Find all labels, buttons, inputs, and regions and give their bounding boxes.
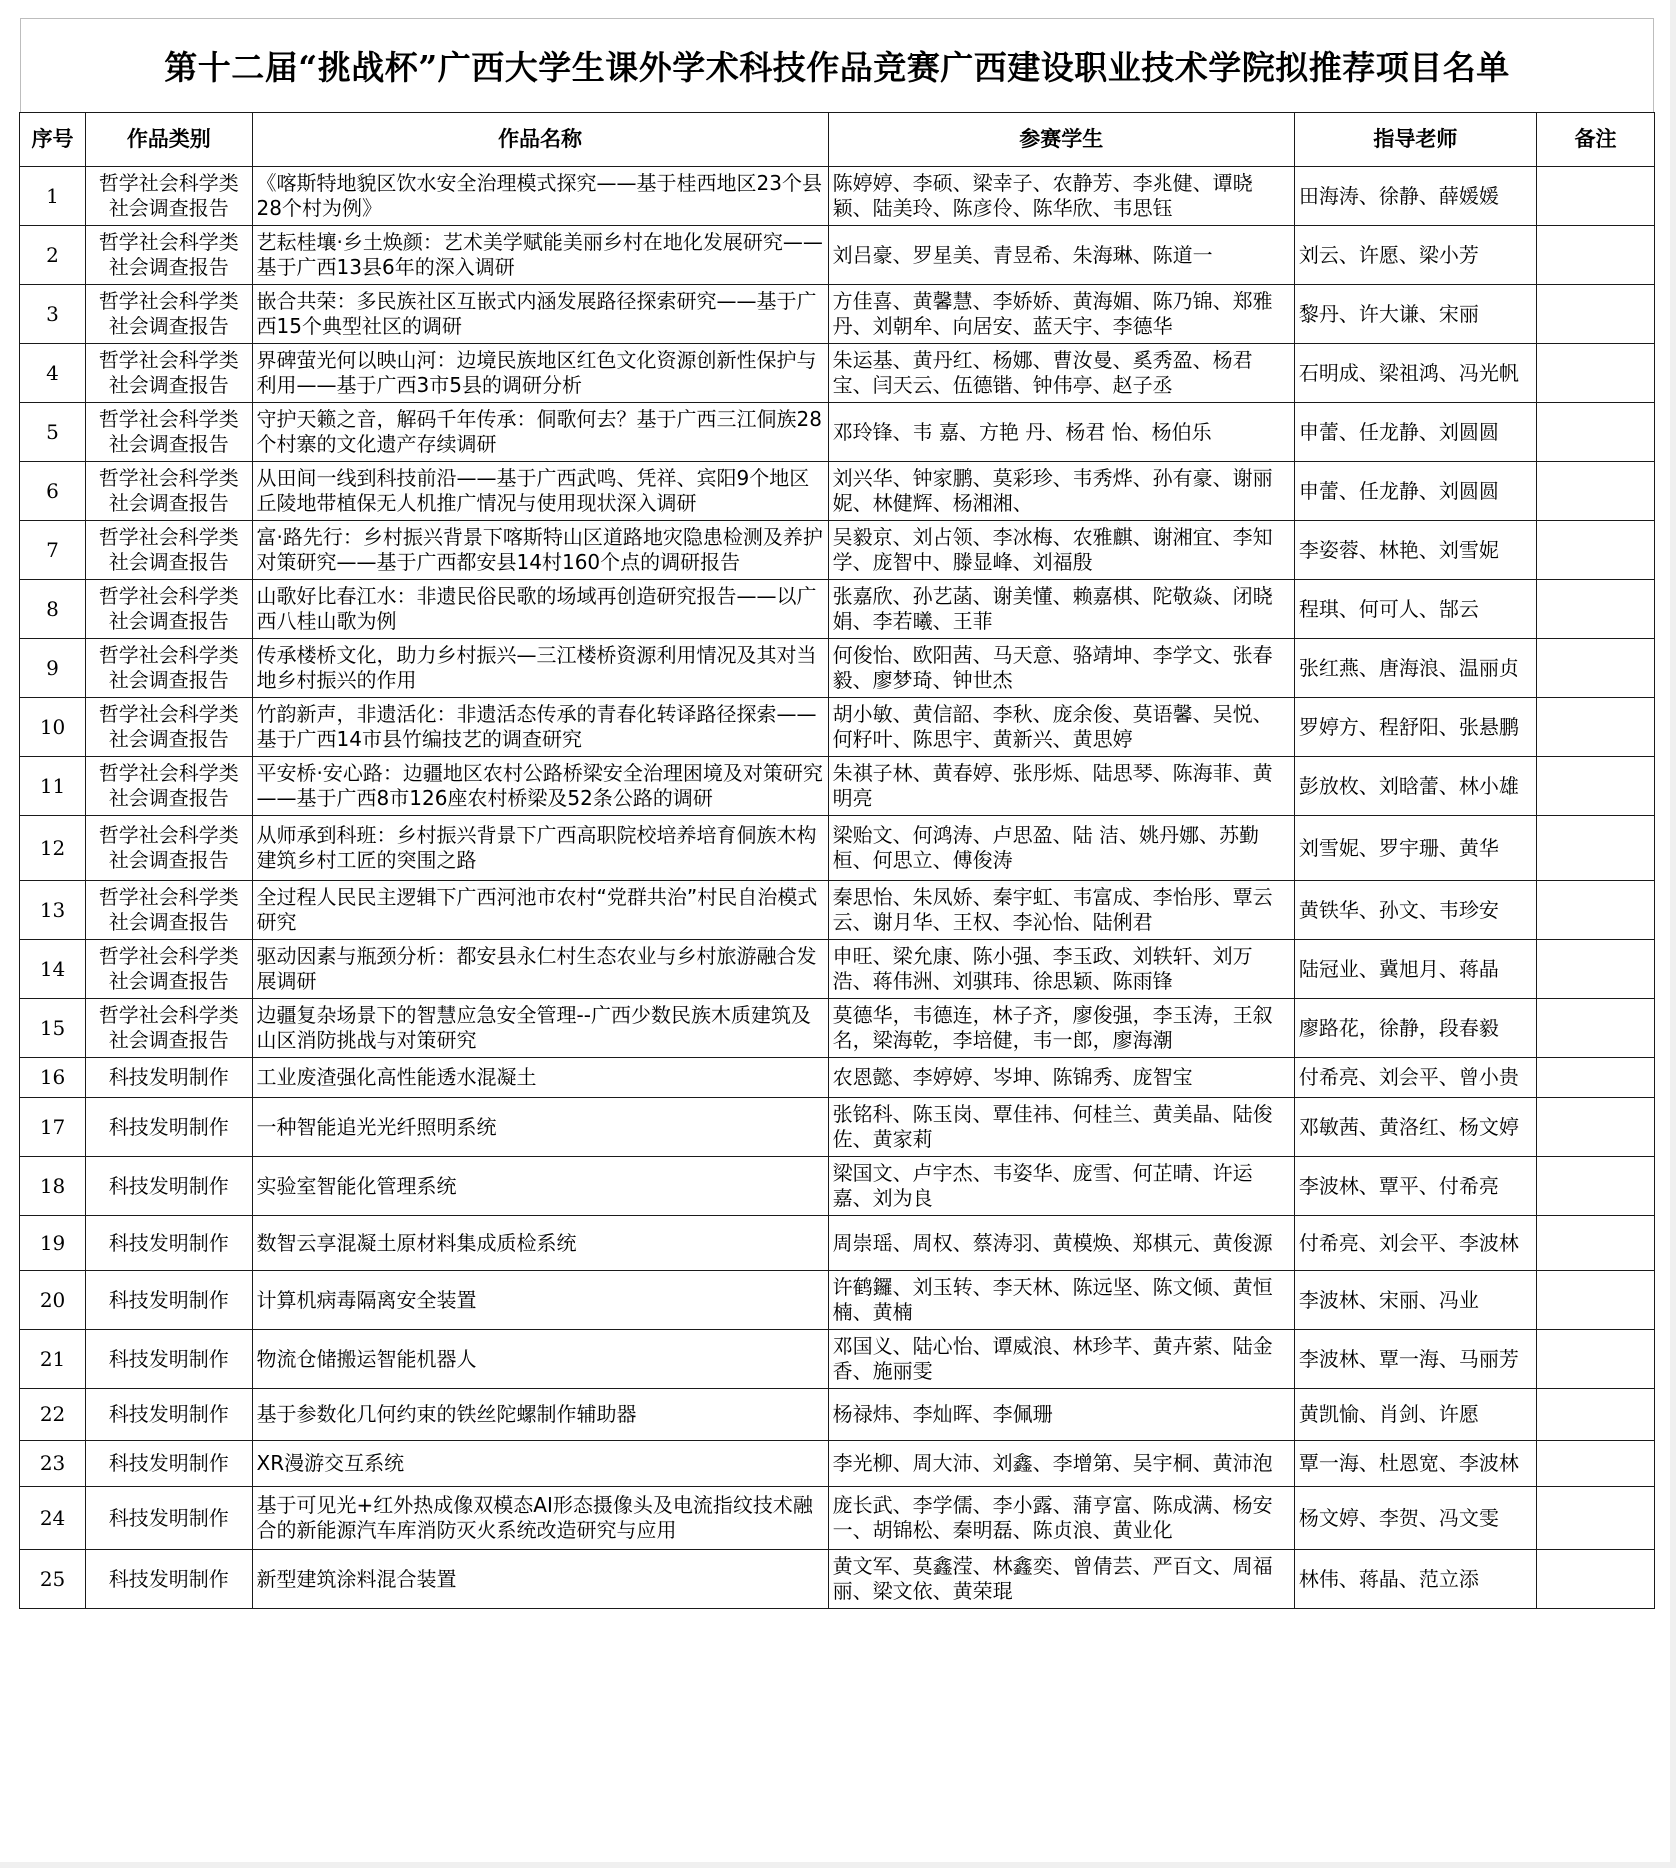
row-teachers: 罗婷方、程舒阳、张悬鹏 [1294,698,1536,757]
row-category: 科技发明制作 [86,1550,252,1609]
row-number: 8 [20,580,86,639]
row-teachers: 杨文婷、李贺、冯文雯 [1294,1487,1536,1550]
row-students: 梁国文、卢宇杰、韦姿华、庞雪、何芷晴、许运嘉、刘为良 [828,1157,1294,1216]
row-category: 哲学社会科学类社会调查报告 [86,167,252,226]
header-remarks: 备注 [1536,113,1654,167]
row-number: 20 [20,1271,86,1330]
table-row [20,816,1655,881]
row-category: 哲学社会科学类社会调查报告 [86,757,252,816]
row-students: 朱运基、黄丹红、杨娜、曹汝曼、奚秀盈、杨君宝、闫天云、伍德锴、钟伟亭、赵子丞 [828,344,1294,403]
table-body [20,167,1655,1609]
page-edge [1670,0,1676,1868]
row-category: 哲学社会科学类社会调查报告 [86,462,252,521]
row-category: 哲学社会科学类社会调查报告 [86,226,252,285]
table-row [20,285,1655,344]
table-header-row [20,113,1655,167]
row-project-name: 新型建筑涂料混合装置 [252,1550,828,1609]
row-teachers: 邓敏茜、黄洛红、杨文婷 [1294,1098,1536,1157]
row-number: 2 [20,226,86,285]
row-number: 17 [20,1098,86,1157]
row-category: 哲学社会科学类社会调查报告 [86,999,252,1058]
row-project-name: XR漫游交互系统 [252,1441,828,1487]
row-remarks [1536,816,1654,881]
row-project-name: 实验室智能化管理系统 [252,1157,828,1216]
row-remarks [1536,521,1654,580]
header-teachers: 指导老师 [1294,113,1536,167]
row-remarks [1536,1098,1654,1157]
row-category: 科技发明制作 [86,1487,252,1550]
row-teachers: 廖路花，徐静，段春毅 [1294,999,1536,1058]
row-teachers: 申蕾、任龙静、刘圆圆 [1294,462,1536,521]
table-row [20,1441,1655,1487]
row-category: 哲学社会科学类社会调查报告 [86,580,252,639]
row-project-name: 数智云享混凝土原材料集成质检系统 [252,1216,828,1271]
row-teachers: 李波林、覃平、付希亮 [1294,1157,1536,1216]
row-students: 黄文军、莫鑫滢、林鑫奕、曾倩芸、严百文、周福丽、梁文依、黄荣琨 [828,1550,1294,1609]
row-project-name: 界碑萤光何以映山河：边境民族地区红色文化资源创新性保护与利用——基于广西3市5县的调研分析 [252,344,828,403]
row-project-name: 平安桥·安心路：边疆地区农村公路桥梁安全治理困境及对策研究——基于广西8市126座农村桥梁及52条公路的调研 [252,757,828,816]
table-row [20,999,1655,1058]
row-students: 何俊怡、欧阳茜、马天意、骆靖坤、李学文、张春毅、廖梦琦、钟世杰 [828,639,1294,698]
row-number: 10 [20,698,86,757]
header-name: 作品名称 [252,113,828,167]
row-number: 4 [20,344,86,403]
row-project-name: 计算机病毒隔离安全装置 [252,1271,828,1330]
row-remarks [1536,1271,1654,1330]
row-students: 刘吕豪、罗星美、青昱希、朱海琳、陈道一 [828,226,1294,285]
row-remarks [1536,1157,1654,1216]
table-row [20,1058,1655,1098]
row-remarks [1536,167,1654,226]
row-remarks [1536,1487,1654,1550]
row-project-name: 从田间一线到科技前沿——基于广西武鸣、凭祥、宾阳9个地区丘陵地带植保无人机推广情况与使用现状深入调研 [252,462,828,521]
row-category: 科技发明制作 [86,1058,252,1098]
table-row [20,940,1655,999]
document-title: 第十二届“挑战杯”广西大学生课外学术科技作品竞赛广西建设职业技术学院拟推荐项目名单 [20,18,1654,112]
table-row [20,698,1655,757]
row-remarks [1536,1550,1654,1609]
header-students: 参赛学生 [828,113,1294,167]
row-remarks [1536,757,1654,816]
row-number: 25 [20,1550,86,1609]
row-remarks [1536,1389,1654,1441]
row-category: 哲学社会科学类社会调查报告 [86,639,252,698]
row-remarks [1536,1216,1654,1271]
row-project-name: 《喀斯特地貌区饮水安全治理模式探究——基于桂西地区23个县28个村为例》 [252,167,828,226]
row-students: 邓国义、陆心怡、谭威浪、林珍芊、黄卉萦、陆金香、施丽雯 [828,1330,1294,1389]
row-students: 李光柳、周大沛、刘鑫、李增第、吴宇桐、黄沛泡 [828,1441,1294,1487]
row-students: 秦思怡、朱凤娇、秦宇虹、韦富成、李怡彤、覃云云、谢月华、王权、李沁怡、陆俐君 [828,881,1294,940]
row-category: 哲学社会科学类社会调查报告 [86,940,252,999]
row-remarks [1536,1330,1654,1389]
row-category: 科技发明制作 [86,1216,252,1271]
row-project-name: 物流仓储搬运智能机器人 [252,1330,828,1389]
row-project-name: 驱动因素与瓶颈分析：都安县永仁村生态农业与乡村旅游融合发展调研 [252,940,828,999]
header-no: 序号 [20,113,86,167]
row-teachers: 黄凯愉、肖剑、许愿 [1294,1389,1536,1441]
row-students: 胡小敏、黄信韶、李秋、庞余俊、莫语馨、吴悦、何籽叶、陈思宇、黄新兴、黄思婷 [828,698,1294,757]
row-number: 5 [20,403,86,462]
table-row [20,1550,1655,1609]
row-students: 莫德华，韦德连，林子齐，廖俊强，李玉涛，王叙名，梁海乾，李培健，韦一郎，廖海潮 [828,999,1294,1058]
row-remarks [1536,639,1654,698]
row-remarks [1536,285,1654,344]
row-teachers: 刘云、许愿、梁小芳 [1294,226,1536,285]
row-students: 张铭科、陈玉岗、覃佳祎、何桂兰、黄美晶、陆俊佐、黄家莉 [828,1098,1294,1157]
row-category: 哲学社会科学类社会调查报告 [86,816,252,881]
row-teachers: 付希亮、刘会平、曾小贵 [1294,1058,1536,1098]
row-project-name: 传承楼桥文化，助力乡村振兴—三江楼桥资源利用情况及其对当地乡村振兴的作用 [252,639,828,698]
row-students: 刘兴华、钟家鹏、莫彩珍、韦秀烨、孙有豪、谢丽妮、林健辉、杨湘湘、 [828,462,1294,521]
row-project-name: 全过程人民民主逻辑下广西河池市农村“党群共治”村民自治模式研究 [252,881,828,940]
row-remarks [1536,698,1654,757]
row-teachers: 林伟、蒋晶、范立添 [1294,1550,1536,1609]
row-teachers: 付希亮、刘会平、李波林 [1294,1216,1536,1271]
row-category: 科技发明制作 [86,1389,252,1441]
row-category: 哲学社会科学类社会调查报告 [86,881,252,940]
row-teachers: 李波林、宋丽、冯业 [1294,1271,1536,1330]
table-row [20,403,1655,462]
row-teachers: 陆冠业、冀旭月、蒋晶 [1294,940,1536,999]
row-remarks [1536,344,1654,403]
table-row [20,462,1655,521]
row-category: 哲学社会科学类社会调查报告 [86,285,252,344]
table-row [20,1330,1655,1389]
row-project-name: 富·路先行：乡村振兴背景下喀斯特山区道路地灾隐患检测及养护对策研究——基于广西都安县14村160个点的调研报告 [252,521,828,580]
row-teachers: 申蕾、任龙静、刘圆圆 [1294,403,1536,462]
row-category: 哲学社会科学类社会调查报告 [86,344,252,403]
row-teachers: 黄铁华、孙文、韦珍安 [1294,881,1536,940]
row-remarks [1536,1441,1654,1487]
row-category: 科技发明制作 [86,1157,252,1216]
row-category: 科技发明制作 [86,1441,252,1487]
row-category: 哲学社会科学类社会调查报告 [86,698,252,757]
row-number: 22 [20,1389,86,1441]
table-row [20,757,1655,816]
row-project-name: 一种智能追光光纤照明系统 [252,1098,828,1157]
row-students: 许鹤鑼、刘玉转、李天林、陈远坚、陈文倾、黄恒楠、黄楠 [828,1271,1294,1330]
row-students: 陈婷婷、李硕、梁幸子、农静芳、李兆健、谭晓颖、陆美玲、陈彦伶、陈华欣、韦思钰 [828,167,1294,226]
row-students: 农恩懿、李婷婷、岑坤、陈锦秀、庞智宝 [828,1058,1294,1098]
row-remarks [1536,999,1654,1058]
row-remarks [1536,1058,1654,1098]
table-row [20,344,1655,403]
table-row [20,1271,1655,1330]
row-teachers: 李波林、覃一海、马丽芳 [1294,1330,1536,1389]
row-teachers: 石明成、梁祖鸿、冯光帆 [1294,344,1536,403]
row-project-name: 基于参数化几何约束的铁丝陀螺制作辅助器 [252,1389,828,1441]
row-project-name: 山歌好比春江水：非遗民俗民歌的场域再创造研究报告——以广西八桂山歌为例 [252,580,828,639]
table-row [20,1389,1655,1441]
table-row [20,521,1655,580]
row-students: 梁贻文、何鸿涛、卢思盈、陆 洁、姚丹娜、苏勤桓、何思立、傅俊涛 [828,816,1294,881]
project-table [19,112,1655,1609]
table-row [20,1157,1655,1216]
row-students: 朱祺子林、黄春婷、张彤烁、陆思琴、陈海菲、黄明亮 [828,757,1294,816]
header-category: 作品类别 [86,113,252,167]
row-number: 1 [20,167,86,226]
row-project-name: 工业废渣强化高性能透水混凝土 [252,1058,828,1098]
row-number: 18 [20,1157,86,1216]
row-teachers: 程琪、何可人、郜云 [1294,580,1536,639]
row-teachers: 彭放枚、刘晗蕾、林小雄 [1294,757,1536,816]
table-row [20,1487,1655,1550]
row-category: 科技发明制作 [86,1330,252,1389]
row-number: 13 [20,881,86,940]
row-number: 19 [20,1216,86,1271]
table-row [20,580,1655,639]
row-number: 7 [20,521,86,580]
row-teachers: 田海涛、徐静、薛媛媛 [1294,167,1536,226]
row-number: 15 [20,999,86,1058]
row-number: 21 [20,1330,86,1389]
row-category: 科技发明制作 [86,1271,252,1330]
table-row [20,639,1655,698]
row-teachers: 李姿蓉、林艳、刘雪妮 [1294,521,1536,580]
row-students: 方佳喜、黄馨慧、李娇娇、黄海媚、陈乃锦、郑雅丹、刘朝牟、向居安、蓝天宇、李德华 [828,285,1294,344]
row-number: 9 [20,639,86,698]
row-teachers: 覃一海、杜恩宽、李波林 [1294,1441,1536,1487]
row-number: 6 [20,462,86,521]
table-row [20,1216,1655,1271]
row-remarks [1536,881,1654,940]
row-remarks [1536,940,1654,999]
row-number: 23 [20,1441,86,1487]
row-remarks [1536,226,1654,285]
row-project-name: 从师承到科班：乡村振兴背景下广西高职院校培养培育侗族木构建筑乡村工匠的突围之路 [252,816,828,881]
row-number: 3 [20,285,86,344]
row-students: 申旺、梁允康、陈小强、李玉政、刘轶轩、刘万浩、蒋伟洲、刘骐玮、徐思颖、陈雨锋 [828,940,1294,999]
row-category: 哲学社会科学类社会调查报告 [86,521,252,580]
row-number: 12 [20,816,86,881]
row-students: 周崇瑶、周权、蔡涛羽、黄模焕、郑棋元、黄俊源 [828,1216,1294,1271]
row-students: 吴毅京、刘占领、李冰梅、农雅麒、谢湘宜、李知学、庞智中、滕显峰、刘福殷 [828,521,1294,580]
page-edge [0,1862,1676,1868]
row-project-name: 艺耘桂壤·乡土焕颜：艺术美学赋能美丽乡村在地化发展研究——基于广西13县6年的深入调研 [252,226,828,285]
row-number: 24 [20,1487,86,1550]
row-remarks [1536,580,1654,639]
row-project-name: 守护天籁之音，解码千年传承：侗歌何去？基于广西三江侗族28个村寨的文化遗产存续调研 [252,403,828,462]
row-remarks [1536,403,1654,462]
row-project-name: 基于可见光+红外热成像双模态AI形态摄像头及电流指纹技术融合的新能源汽车库消防灭火系统改造研究与应用 [252,1487,828,1550]
row-students: 邓玲锋、韦 嘉、方艳 丹、杨君 怡、杨伯乐 [828,403,1294,462]
row-teachers: 张红燕、唐海浪、温丽贞 [1294,639,1536,698]
row-number: 14 [20,940,86,999]
table-row [20,1098,1655,1157]
row-number: 16 [20,1058,86,1098]
row-number: 11 [20,757,86,816]
row-students: 庞长武、李学儒、李小露、蒲亨富、陈成满、杨安一、胡锦松、秦明磊、陈贞浪、黄业化 [828,1487,1294,1550]
table-row [20,167,1655,226]
row-category: 科技发明制作 [86,1098,252,1157]
row-category: 哲学社会科学类社会调查报告 [86,403,252,462]
row-project-name: 边疆复杂场景下的智慧应急安全管理--广西少数民族木质建筑及山区消防挑战与对策研究 [252,999,828,1058]
row-students: 张嘉欣、孙艺菡、谢美懂、赖嘉棋、陀敬焱、闭晓娟、李若曦、王菲 [828,580,1294,639]
row-project-name: 嵌合共荣：多民族社区互嵌式内涵发展路径探索研究——基于广西15个典型社区的调研 [252,285,828,344]
table-row [20,226,1655,285]
table-row [20,881,1655,940]
row-teachers: 黎丹、许大谦、宋丽 [1294,285,1536,344]
row-remarks [1536,462,1654,521]
row-teachers: 刘雪妮、罗宇珊、黄华 [1294,816,1536,881]
row-project-name: 竹韵新声，非遗活化：非遗活态传承的青春化转译路径探索——基于广西14市县竹编技艺的调查研究 [252,698,828,757]
row-students: 杨禄炜、李灿晖、李佩珊 [828,1389,1294,1441]
